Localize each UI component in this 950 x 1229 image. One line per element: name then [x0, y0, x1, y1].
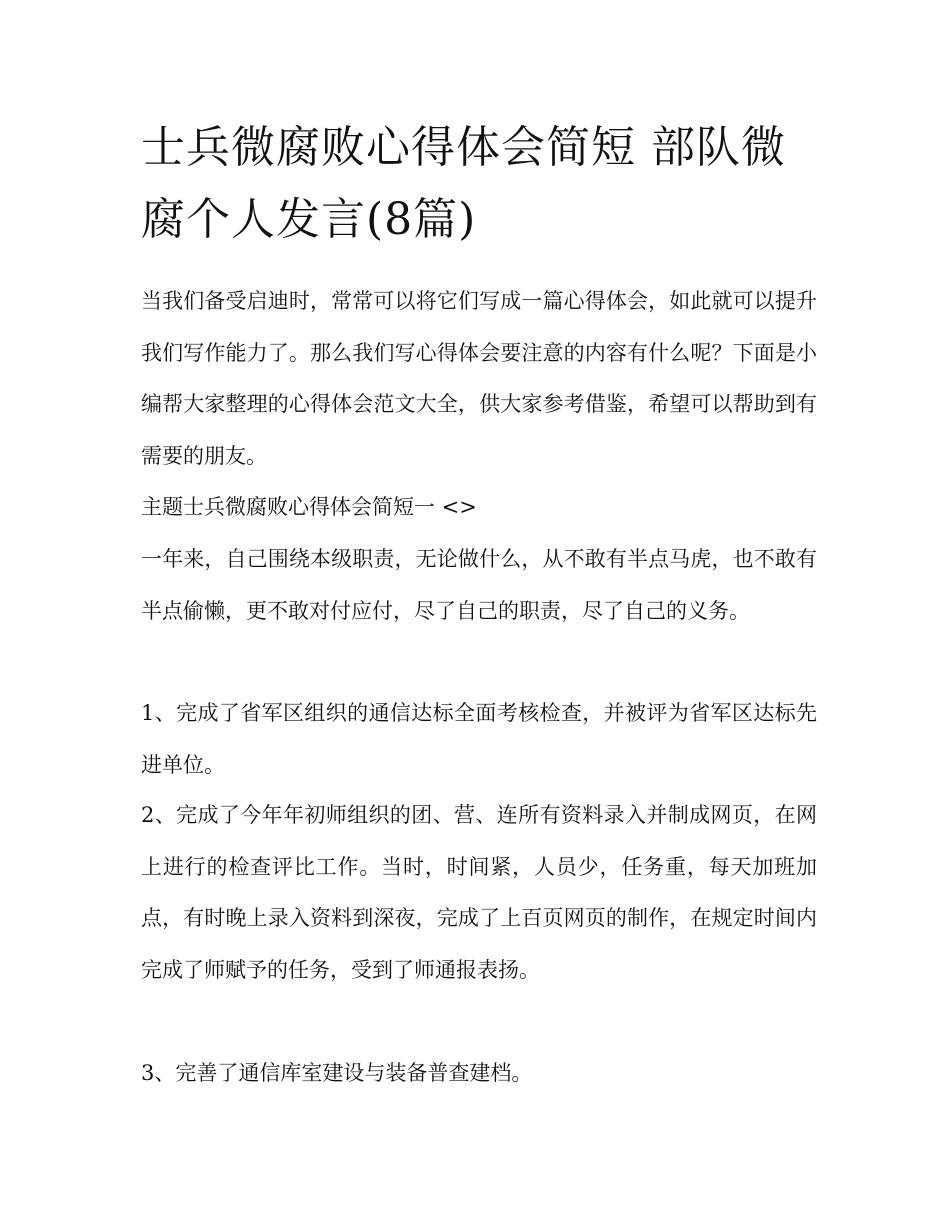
- list-item-3: 3、完善了通信库室建设与装备普查建档。: [141, 1061, 533, 1085]
- intro-paragraph: 当我们备受启迪时，常常可以将它们写成一篇心得体会，如此就可以提升我们写作能力了。那么我们写心得体会要注意的内容有什么呢？下面是小编帮大家整理的心得体会范文大全，供大家参考借鉴，希望可以帮助到有需要的朋友。: [141, 289, 817, 468]
- section-heading: 主题士兵微腐败心得体会简短一 <>: [141, 495, 477, 519]
- list-item-2: 2、完成了今年年初师组织的团、营、连所有资料录入并制成网页，在网上进行的检查评比工作。当时，时间紧，人员少，任务重，每天加班加点，有时晚上录入资料到深夜，完成了上百页网页的制作，在规定时间内完成了师赋予的任务，受到了师通报表扬。: [141, 803, 817, 982]
- list-item-1: 1、完成了省军区组织的通信达标全面考核检查，并被评为省军区达标先进单位。: [141, 701, 817, 777]
- body-paragraph: 一年来，自己围绕本级职责，无论做什么，从不敢有半点马虎，也不敢有半点偷懒，更不敢对付应付，尽了自己的职责，尽了自己的义务。: [141, 547, 817, 623]
- document-title: 士兵微腐败心得体会简短 部队微腐个人发言(8篇): [141, 122, 786, 245]
